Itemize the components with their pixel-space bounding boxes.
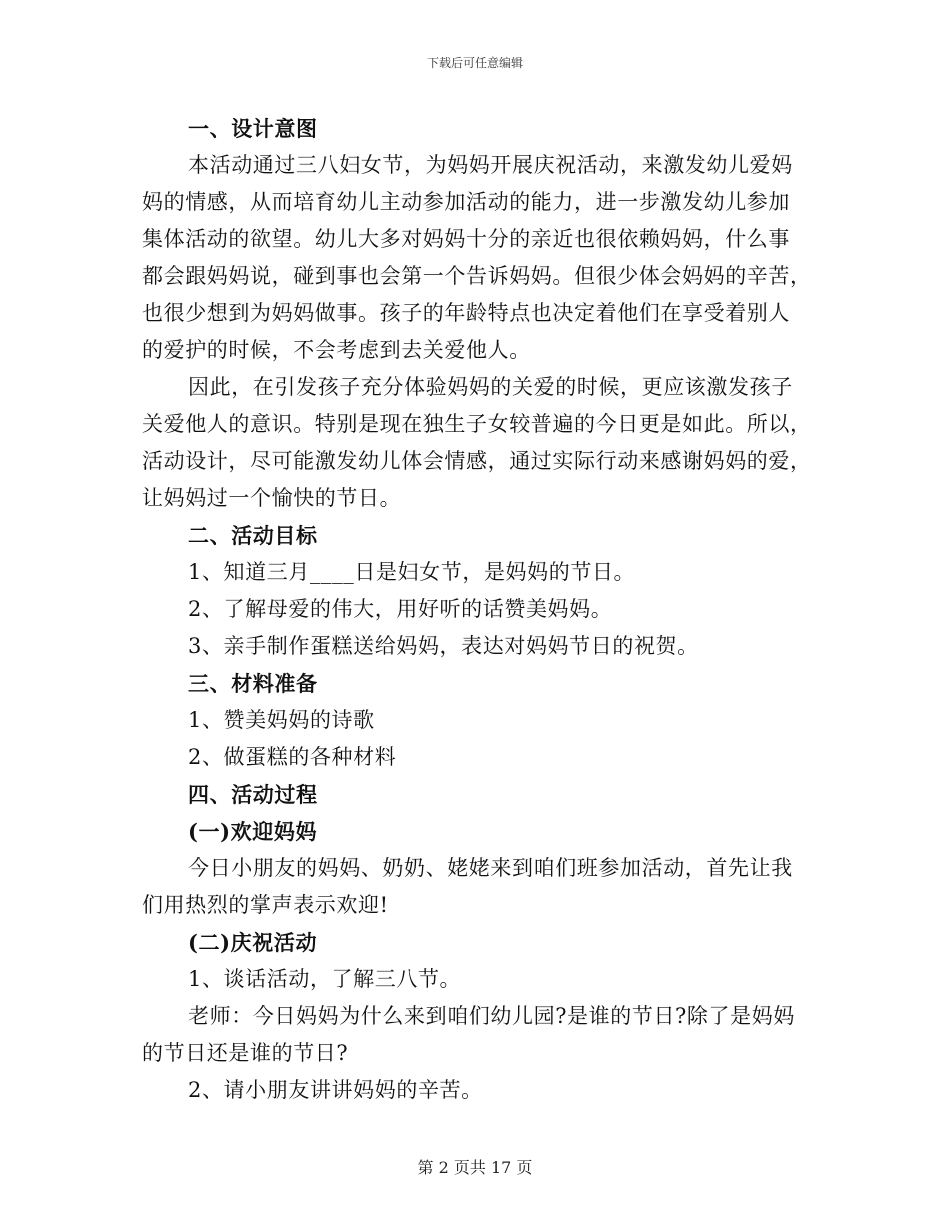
paragraph-line: 的节日还是谁的节日? — [142, 1041, 349, 1065]
paragraph-line: 2、做蛋糕的各种材料 — [188, 745, 397, 769]
paragraph-line: 1、知道三月____日是妇女节，是妈妈的节日。 — [188, 560, 636, 584]
paragraph-line: 今日小朋友的妈妈、奶奶、姥姥来到咱们班参加活动，首先让我 — [188, 856, 793, 880]
paragraph-line: 让妈妈过一个愉快的节日。 — [142, 486, 402, 510]
paragraph-line: 集体活动的欲望。幼儿大多对妈妈十分的亲近也很依赖妈妈，什么事 — [142, 227, 790, 251]
paragraph-line: 都会跟妈妈说，碰到事也会第一个告诉妈妈。但很少体会妈妈的辛苦， — [142, 264, 812, 288]
section-heading: 一、设计意图 — [188, 116, 318, 141]
paragraph-line: 2、了解母爱的伟大，用好听的话赞美妈妈。 — [188, 597, 613, 621]
paragraph-line: 老师：今日妈妈为什么来到咱们幼儿园?是谁的节日?除了是妈妈 — [188, 1004, 795, 1028]
paragraph-line: 2、请小朋友讲讲妈妈的辛苦。 — [188, 1078, 483, 1102]
paragraph-line: 因此，在引发孩子充分体验妈妈的关爱的时候，更应该激发孩子 — [188, 375, 793, 399]
page-footer: 第 2 页共 17 页 — [417, 1158, 533, 1177]
paragraph-line: 关爱他人的意识。特别是现在独生子女较普遍的今日更是如此。所以， — [142, 412, 812, 436]
section-heading: 四、活动过程 — [188, 782, 318, 807]
section-heading: 三、材料准备 — [188, 671, 318, 696]
paragraph-line: 妈的情感，从而培育幼儿主动参加活动的能力，进一步激发幼儿参加 — [142, 190, 790, 214]
paragraph-line: 1、谈话活动，了解三八节。 — [188, 967, 462, 991]
paragraph-line: 活动设计，尽可能激发幼儿体会情感，通过实际行动来感谢妈妈的爱， — [142, 449, 812, 473]
paragraph-line: 也很少想到为妈妈做事。孩子的年龄特点也决定着他们在享受着别人 — [142, 301, 790, 325]
section-heading: (二)庆祝活动 — [188, 930, 318, 955]
document-body — [142, 110, 812, 1109]
section-heading: (一)欢迎妈妈 — [188, 819, 318, 844]
paragraph-line: 的爱护的时候，不会考虑到去关爱他人。 — [142, 338, 531, 362]
paragraph-line: 1、赞美妈妈的诗歌 — [188, 708, 375, 732]
section-heading: 二、活动目标 — [188, 523, 318, 548]
page-header: 下载后可任意编辑 — [426, 56, 523, 70]
paragraph-line: 们用热烈的掌声表示欢迎! — [142, 893, 389, 917]
paragraph-line: 本活动通过三八妇女节，为妈妈开展庆祝活动，来激发幼儿爱妈 — [188, 153, 793, 177]
paragraph-line: 3、亲手制作蛋糕送给妈妈，表达对妈妈节日的祝贺。 — [188, 634, 699, 658]
